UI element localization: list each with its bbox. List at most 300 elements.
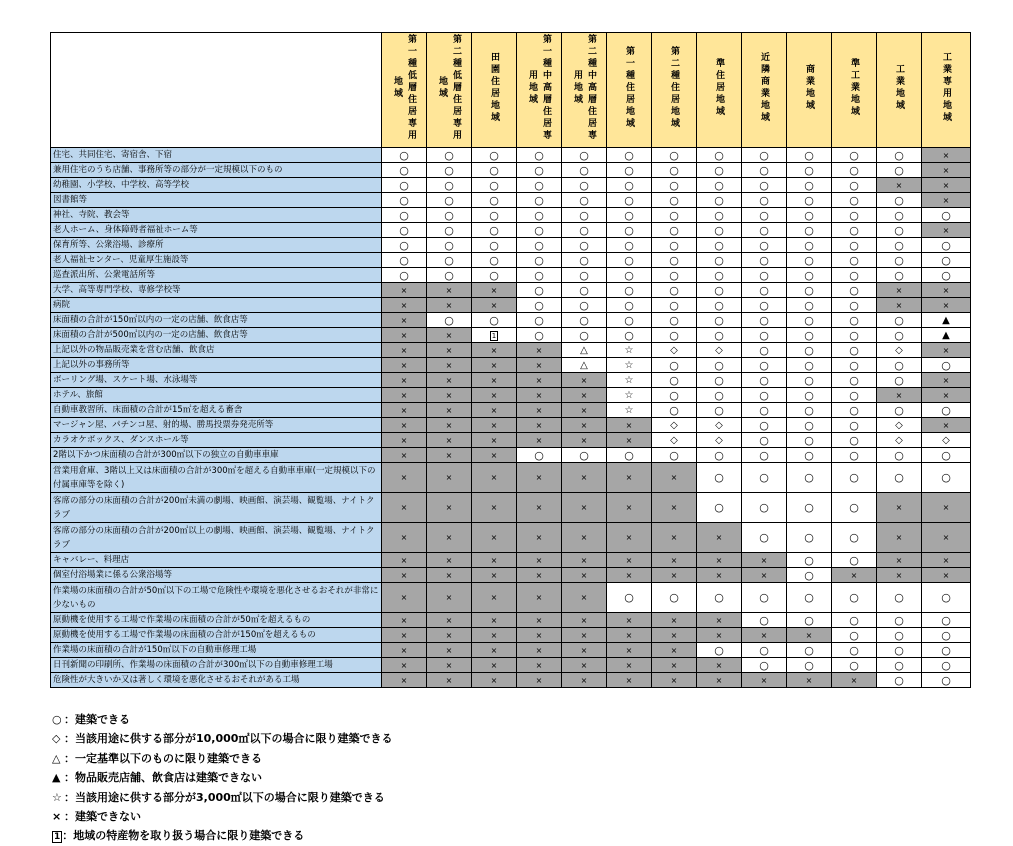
usage-label: 老人福祉センター、児童厚生施設等 (51, 253, 382, 268)
permission-cell: ○ (787, 493, 832, 523)
usage-label: 床面積の合計が500㎡以内の一定の店舗、飲食店等 (51, 328, 382, 343)
permission-cell: × (472, 343, 517, 358)
table-row (51, 313, 971, 328)
permission-cell: ○ (697, 163, 742, 178)
permission-cell: △ (562, 358, 607, 373)
permission-cell: ▲ (922, 328, 971, 343)
legend-item (52, 749, 392, 768)
permission-cell: ○ (472, 313, 517, 328)
permission-cell: ○ (607, 313, 652, 328)
legend-item (52, 710, 392, 729)
permission-cell: × (652, 463, 697, 493)
permission-cell: ○ (382, 238, 427, 253)
permission-cell: ○ (742, 418, 787, 433)
permission-cell: ○ (697, 178, 742, 193)
table-body (51, 148, 971, 688)
permission-cell: × (922, 523, 971, 553)
permission-cell: ○ (787, 583, 832, 613)
permission-cell: × (787, 628, 832, 643)
permission-cell: × (607, 673, 652, 688)
permission-cell: × (652, 628, 697, 643)
permission-cell: ○ (517, 313, 562, 328)
usage-label: 図書館等 (51, 193, 382, 208)
zone-header-label: 近隣商業地域 (759, 52, 769, 124)
permission-cell: × (922, 283, 971, 298)
usage-label: 上記以外の事務所等 (51, 358, 382, 373)
permission-cell: ○ (652, 373, 697, 388)
permission-cell: ○ (832, 373, 877, 388)
permission-cell: × (697, 673, 742, 688)
permission-cell: × (562, 673, 607, 688)
permission-cell: ○ (877, 358, 922, 373)
permission-cell: ○ (742, 313, 787, 328)
permission-cell: ○ (787, 208, 832, 223)
permission-cell: ◇ (652, 418, 697, 433)
permission-cell: ◇ (697, 433, 742, 448)
usage-label: 個室付浴場業に係る公衆浴場等 (51, 568, 382, 583)
zone-header (472, 33, 517, 148)
permission-cell: × (382, 358, 427, 373)
permission-cell: ○ (742, 388, 787, 403)
permission-cell: ○ (697, 268, 742, 283)
permission-cell: ○ (787, 463, 832, 493)
permission-cell: × (562, 568, 607, 583)
permission-cell: ○ (742, 583, 787, 613)
zone-header-label: 第一種低層住居専用地域 (392, 34, 416, 142)
table-row (51, 328, 971, 343)
permission-cell: ○ (607, 583, 652, 613)
zone-header-label: 工業地域 (894, 64, 904, 112)
permission-cell: × (652, 553, 697, 568)
legend-item (52, 807, 392, 826)
permission-cell: × (607, 463, 652, 493)
usage-label: 老人ホーム、身体障碍者福祉ホーム等 (51, 223, 382, 238)
usage-label: 兼用住宅のうち店舗、事務所等の部分が一定規模以下のもの (51, 163, 382, 178)
special-note-marker: 1 (491, 331, 497, 340)
zone-header-label: 準工業地域 (849, 58, 859, 118)
permission-cell: ○ (652, 358, 697, 373)
permission-cell: × (787, 673, 832, 688)
permission-cell: ○ (697, 463, 742, 493)
permission-cell: ○ (832, 343, 877, 358)
permission-cell: × (517, 643, 562, 658)
permission-cell: ○ (922, 268, 971, 283)
permission-cell: ○ (427, 223, 472, 238)
usage-label: 客席の部分の床面積の合計が200㎡以上の劇場、映画館、演芸場、観覧場、ナイトクラブ (51, 523, 382, 553)
permission-cell: ○ (877, 163, 922, 178)
permission-cell: ◇ (697, 418, 742, 433)
permission-cell: ○ (787, 418, 832, 433)
permission-cell: × (697, 553, 742, 568)
permission-cell: ○ (427, 208, 472, 223)
permission-cell: × (427, 388, 472, 403)
permission-cell: × (427, 448, 472, 463)
usage-label: 2階以下かつ床面積の合計が300㎡以下の独立の自動車車庫 (51, 448, 382, 463)
permission-cell: × (832, 673, 877, 688)
permission-cell: × (607, 493, 652, 523)
permission-cell: ○ (742, 268, 787, 283)
permission-cell: ○ (787, 433, 832, 448)
usage-label: 神社、寺院、教会等 (51, 208, 382, 223)
zone-header (697, 33, 742, 148)
permission-cell: ○ (472, 163, 517, 178)
permission-cell: ○ (697, 193, 742, 208)
permission-cell: × (607, 628, 652, 643)
permission-cell: × (427, 298, 472, 313)
permission-cell: × (562, 523, 607, 553)
permission-cell: ○ (697, 238, 742, 253)
permission-cell: ◇ (877, 433, 922, 448)
permission-cell: ○ (562, 328, 607, 343)
permission-cell: × (472, 673, 517, 688)
permission-cell: ○ (607, 268, 652, 283)
permission-cell: × (427, 463, 472, 493)
permission-cell: × (382, 493, 427, 523)
permission-cell: × (382, 568, 427, 583)
permission-cell: ○ (427, 178, 472, 193)
permission-cell: × (562, 643, 607, 658)
permission-cell: ○ (742, 403, 787, 418)
table-row (51, 298, 971, 313)
usage-label: 病院 (51, 298, 382, 313)
permission-cell: × (427, 358, 472, 373)
permission-cell: × (427, 433, 472, 448)
permission-cell: × (472, 358, 517, 373)
permission-cell: × (472, 283, 517, 298)
permission-cell: ○ (877, 373, 922, 388)
usage-label: 住宅、共同住宅、寄宿舎、下宿 (51, 148, 382, 163)
permission-cell: × (652, 523, 697, 553)
permission-cell: ○ (832, 253, 877, 268)
table-row (51, 238, 971, 253)
permission-cell: × (562, 463, 607, 493)
table-row (51, 163, 971, 178)
permission-cell: ○ (832, 553, 877, 568)
permission-cell: × (472, 643, 517, 658)
permission-cell: ○ (832, 298, 877, 313)
permission-cell: ○ (517, 448, 562, 463)
permission-cell: ○ (742, 148, 787, 163)
permission-cell: ○ (922, 208, 971, 223)
permission-cell: ○ (427, 238, 472, 253)
permission-cell: ○ (742, 343, 787, 358)
usage-label: 大学、高等専門学校、専修学校等 (51, 283, 382, 298)
permission-cell: ○ (472, 178, 517, 193)
permission-cell: × (832, 568, 877, 583)
permission-cell: × (517, 493, 562, 523)
table-row (51, 148, 971, 163)
table-row (51, 673, 971, 688)
permission-cell: × (382, 658, 427, 673)
permission-cell: ○ (787, 523, 832, 553)
permission-cell: ○ (742, 253, 787, 268)
permission-cell: ○ (697, 328, 742, 343)
permission-cell: ○ (922, 403, 971, 418)
permission-cell: ○ (742, 328, 787, 343)
permission-cell: ○ (562, 163, 607, 178)
permission-cell: ◇ (922, 433, 971, 448)
legend-text: ：一定基準以下のものに限り建築できる (64, 751, 262, 765)
permission-cell: ○ (922, 583, 971, 613)
usage-label: 保育所等、公衆浴場、診療所 (51, 238, 382, 253)
permission-cell: × (697, 613, 742, 628)
permission-cell: ○ (517, 148, 562, 163)
permission-cell: ○ (742, 223, 787, 238)
legend-text: ：当該用途に供する部分が10,000㎡以下の場合に限り建築できる (64, 732, 393, 746)
permission-cell: ○ (742, 298, 787, 313)
permission-cell: ○ (832, 178, 877, 193)
table-row (51, 493, 971, 523)
permission-cell: ○ (787, 358, 832, 373)
permission-cell: ○ (427, 268, 472, 283)
permission-cell: × (517, 418, 562, 433)
permission-cell: ○ (787, 403, 832, 418)
permission-cell: ○ (562, 178, 607, 193)
usage-label: 客席の部分の床面積の合計が200㎡未満の劇場、映画館、演芸場、観覧場、ナイトクラブ (51, 493, 382, 523)
permission-cell: ○ (922, 628, 971, 643)
usage-label: マージャン屋、パチンコ屋、射的場、勝馬投票券発売所等 (51, 418, 382, 433)
permission-cell: × (922, 373, 971, 388)
permission-cell: × (472, 493, 517, 523)
zone-header (562, 33, 607, 148)
table-row (51, 373, 971, 388)
table-row (51, 178, 971, 193)
permission-cell: × (517, 523, 562, 553)
table-row (51, 448, 971, 463)
permission-cell: × (922, 298, 971, 313)
permission-cell: ○ (652, 313, 697, 328)
permission-cell: ○ (877, 148, 922, 163)
permission-cell: ○ (562, 313, 607, 328)
permission-cell: × (742, 568, 787, 583)
permission-cell: × (697, 523, 742, 553)
permission-cell: × (382, 673, 427, 688)
permission-cell: × (517, 463, 562, 493)
permission-cell: ○ (877, 238, 922, 253)
permission-cell: × (562, 388, 607, 403)
permission-cell: × (517, 343, 562, 358)
permission-cell: ◇ (877, 343, 922, 358)
permission-cell: × (607, 433, 652, 448)
permission-cell: ○ (517, 193, 562, 208)
permission-cell: × (382, 553, 427, 568)
permission-cell: ○ (382, 223, 427, 238)
permission-cell: × (382, 463, 427, 493)
permission-cell: × (562, 373, 607, 388)
permission-cell: ○ (562, 283, 607, 298)
permission-cell: ○ (787, 298, 832, 313)
legend-item (52, 729, 392, 748)
permission-cell: ○ (382, 268, 427, 283)
permission-cell: × (607, 418, 652, 433)
permission-cell: ○ (787, 553, 832, 568)
permission-cell: ○ (697, 643, 742, 658)
permission-cell: ○ (877, 313, 922, 328)
permission-cell: × (427, 613, 472, 628)
permission-cell: ○ (832, 643, 877, 658)
permission-cell: ○ (742, 493, 787, 523)
table-row (51, 358, 971, 373)
permission-cell: × (922, 163, 971, 178)
permission-cell: ○ (877, 613, 922, 628)
permission-cell: × (517, 433, 562, 448)
permission-cell: ○ (517, 253, 562, 268)
permission-cell: ○ (922, 643, 971, 658)
permission-cell: × (877, 568, 922, 583)
permission-cell: ○ (742, 208, 787, 223)
permission-cell: ○ (562, 298, 607, 313)
permission-cell: ○ (787, 253, 832, 268)
table-row (51, 223, 971, 238)
usage-label: キャバレー、料理店 (51, 553, 382, 568)
permission-cell: × (427, 583, 472, 613)
permission-cell: ○ (517, 238, 562, 253)
zone-header (382, 33, 427, 148)
usage-label: 危険性が大きいか又は著しく環境を悪化させるおそれがある工場 (51, 673, 382, 688)
zone-header-label: 第一種中高層住居専用地域 (527, 34, 551, 142)
permission-cell: × (562, 433, 607, 448)
table-row (51, 268, 971, 283)
permission-cell: ○ (697, 583, 742, 613)
permission-cell: × (562, 583, 607, 613)
permission-cell: ○ (787, 343, 832, 358)
permission-cell: × (562, 493, 607, 523)
permission-cell: ○ (472, 238, 517, 253)
permission-cell: ○ (742, 523, 787, 553)
permission-cell: × (382, 418, 427, 433)
permission-cell: × (697, 628, 742, 643)
permission-cell: ○ (877, 253, 922, 268)
usage-label: ホテル、旅館 (51, 388, 382, 403)
permission-cell: × (382, 298, 427, 313)
permission-cell: × (427, 418, 472, 433)
permission-cell: ○ (562, 223, 607, 238)
permission-cell: × (382, 403, 427, 418)
permission-cell: × (517, 613, 562, 628)
permission-cell: ○ (742, 178, 787, 193)
permission-cell: × (877, 493, 922, 523)
permission-cell: ○ (472, 253, 517, 268)
permission-cell: × (427, 673, 472, 688)
table-row (51, 283, 971, 298)
zone-header (652, 33, 697, 148)
legend-text: ：地域の特産物を取り扱う場合に限り建築できる (62, 829, 305, 843)
permission-cell: ○ (517, 283, 562, 298)
permission-cell: ○ (382, 148, 427, 163)
legend-item (52, 788, 392, 807)
permission-cell: × (427, 628, 472, 643)
permission-cell: ○ (652, 583, 697, 613)
permission-cell: × (922, 193, 971, 208)
permission-cell: ○ (472, 268, 517, 283)
permission-cell: ○ (652, 328, 697, 343)
permission-cell: ☆ (607, 343, 652, 358)
usage-label: 作業場の床面積の合計が150㎡以下の自動車修理工場 (51, 643, 382, 658)
legend-item (52, 768, 392, 787)
permission-cell: ○ (832, 418, 877, 433)
permission-cell: ○ (877, 328, 922, 343)
table-row (51, 583, 971, 613)
zone-header-label: 第二種中高層住居専用地域 (572, 34, 596, 142)
permission-cell: × (652, 493, 697, 523)
permission-cell: ○ (607, 178, 652, 193)
table-row (51, 403, 971, 418)
permission-cell: ○ (427, 313, 472, 328)
header-row (51, 33, 971, 148)
permission-cell: ○ (832, 433, 877, 448)
permission-cell: ○ (787, 283, 832, 298)
permission-cell: × (517, 628, 562, 643)
usage-label: 日刊新聞の印刷所、作業場の床面積の合計が300㎡以下の自動車修理工場 (51, 658, 382, 673)
permission-cell: ○ (562, 238, 607, 253)
permission-cell: ○ (472, 223, 517, 238)
permission-cell: × (922, 178, 971, 193)
permission-cell: ○ (517, 268, 562, 283)
usage-label: 自動車教習所、床面積の合計が15㎡を超える畜舎 (51, 403, 382, 418)
permission-cell: ○ (652, 403, 697, 418)
permission-cell: ○ (697, 298, 742, 313)
permission-cell: ○ (607, 328, 652, 343)
legend-symbol: × (52, 810, 62, 824)
permission-cell: ○ (517, 178, 562, 193)
permission-cell: ○ (607, 238, 652, 253)
permission-cell: × (472, 403, 517, 418)
permission-cell: ◇ (652, 343, 697, 358)
permission-cell: ○ (787, 658, 832, 673)
permission-cell: × (382, 523, 427, 553)
permission-cell: ○ (832, 223, 877, 238)
permission-cell: ○ (652, 253, 697, 268)
permission-cell: × (382, 388, 427, 403)
zone-header (427, 33, 472, 148)
table-row (51, 658, 971, 673)
permission-cell: ○ (832, 403, 877, 418)
permission-cell: × (472, 613, 517, 628)
permission-cell: × (382, 643, 427, 658)
permission-cell: × (427, 553, 472, 568)
permission-cell: × (607, 523, 652, 553)
permission-cell: × (652, 658, 697, 673)
legend-symbol: ▲ (52, 771, 61, 785)
permission-cell: ○ (832, 658, 877, 673)
header-blank-cell (51, 33, 382, 148)
permission-cell: ○ (787, 613, 832, 628)
permission-cell: × (472, 298, 517, 313)
legend-symbol: 1 (54, 832, 61, 843)
permission-cell: ○ (427, 193, 472, 208)
permission-cell: × (922, 568, 971, 583)
permission-cell: ○ (877, 403, 922, 418)
permission-cell: ○ (697, 448, 742, 463)
permission-cell: ○ (787, 643, 832, 658)
zone-header-label: 第二種低層住居専用地域 (437, 34, 461, 142)
usage-label: 上記以外の物品販売業を営む店舗、飲食店 (51, 343, 382, 358)
zone-header (742, 33, 787, 148)
usage-label: 作業場の床面積の合計が50㎡以下の工場で危険性や環境を悪化させるおそれが非常に少ないもの (51, 583, 382, 613)
permission-cell: × (427, 658, 472, 673)
permission-cell: ○ (877, 643, 922, 658)
zone-header (517, 33, 562, 148)
permission-cell: ○ (562, 253, 607, 268)
permission-cell: ○ (787, 238, 832, 253)
permission-cell: × (742, 673, 787, 688)
permission-cell: ○ (652, 268, 697, 283)
table-row (51, 193, 971, 208)
permission-cell: × (607, 568, 652, 583)
permission-cell: ○ (607, 163, 652, 178)
permission-cell: ○ (382, 208, 427, 223)
permission-cell: × (382, 373, 427, 388)
